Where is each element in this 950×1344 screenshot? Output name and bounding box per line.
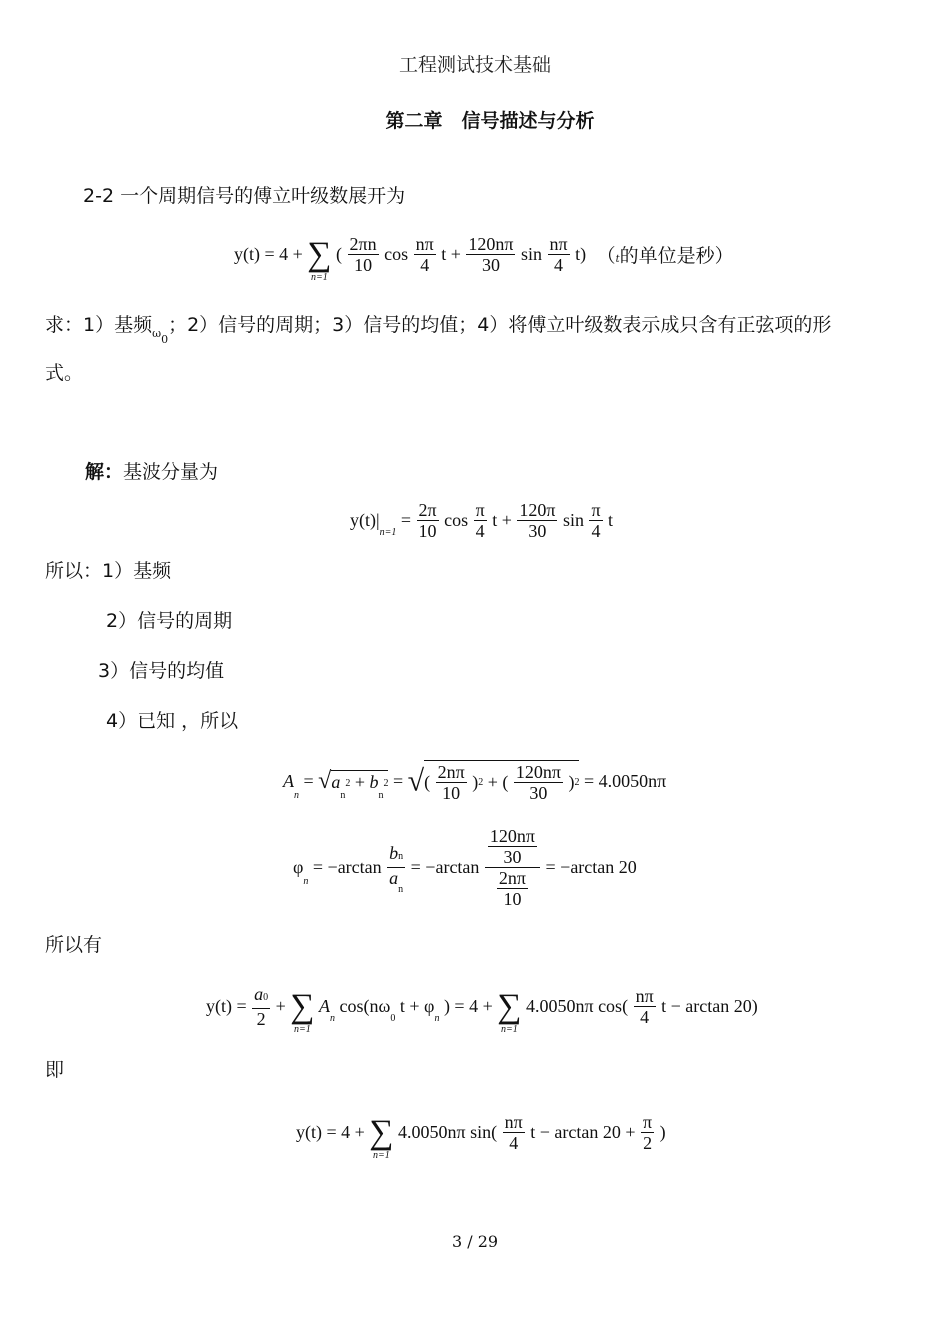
f1-frac3-num: 120nπ — [468, 234, 514, 254]
f1-frac1-den: 10 — [354, 255, 373, 275]
page-header: 工程测试技术基础 — [398, 54, 551, 76]
problem-statement — [83, 181, 405, 208]
f1-close: t) — [575, 244, 587, 264]
answer-3: 3）信号的均值 — [98, 660, 225, 682]
f1-frac1-num: 2πn — [349, 234, 377, 254]
question-line-2: 式。 — [45, 362, 84, 384]
formula-fourier-series — [234, 232, 734, 292]
formula-sine-form: y(t) = 4 + ∑ n=1 4.0050nπ sin( $\frac{n\pi}{4}$ t − arctan 20 + $\frac{\pi}{2}$ ) — [296, 1112, 666, 1161]
f1-frac2-num: nπ — [415, 234, 434, 254]
f1-sin: sin — [520, 244, 542, 264]
formula-amplitude: $A_n = √a_n2 + b_n2$ = √( $\frac{2n\pi}{10}$ )2 + ( $\frac{120n\pi}{30}$ )2 = 4.0050nπ — [283, 762, 667, 803]
chapter-title: 第二章 信号描述与分析 — [385, 110, 595, 132]
f1-t-plus: t + — [441, 244, 461, 264]
f1-frac3-den: 30 — [481, 255, 500, 275]
f1-cos: cos — [384, 244, 409, 264]
page-number: 3 / 29 — [451, 1232, 499, 1251]
f1-frac4-num: nπ — [549, 234, 568, 254]
unit-note: （t的单位是秒） — [596, 245, 734, 267]
solution-intro: 解：基波分量为 — [85, 461, 219, 483]
problem-text: 一个周期信号的傅立叶级数展开为 — [120, 185, 406, 207]
formula-fundamental: $y(t)|_{n=1}$ = $\frac{2\pi}{10}$ cos $\frac{\pi}{4}$ t + $\frac{120\pi}{30}$ sin $\frac{\pi}{4}$ t — [350, 500, 614, 541]
f1-frac4-den: 4 — [554, 255, 564, 275]
f1-lhs: y(t) = 4 + — [234, 244, 303, 264]
problem-label: 2-2 — [83, 185, 115, 207]
answer-4: 4）已知 ，所以 — [106, 710, 239, 732]
f1-sigma: ∑ — [307, 236, 332, 273]
answer-1: 所以：1）基频 — [45, 560, 172, 582]
so-have-label: 所以有 — [45, 934, 103, 956]
question-line-1: 求：1）基频$_{\omega 0}$；2）信号的周期；3）信号的均值；4）将傅立叶级数表示成只含有正弦项的形 — [45, 314, 832, 346]
f1-sigma-sub: n=1 — [311, 272, 328, 283]
formula-phase: $\varphi_n = -\arctan$ $\frac{bn}{a_n}$ = −arctan $\frac{\frac{120n\pi}{30}}{\frac{2n\pi}{10}}$ = −arctan 20 — [293, 826, 637, 909]
ie-label: 即 — [45, 1059, 65, 1081]
solution-label: 解： — [85, 461, 124, 483]
f1-open: ( — [336, 244, 343, 264]
f1-frac2-den: 4 — [420, 255, 430, 275]
formula-cosine-form: y(t) = $\frac{a0}{2}$ + ∑ n=1 $A_n$ $\cos(n\omega_0$ $t + \varphi_n$ ) = 4 + ∑ n=1 4.0050nπ cos( $\frac{n\pi}{4}$ t − arctan 20) — [206, 984, 758, 1035]
answer-2: 2）信号的周期 — [106, 610, 233, 632]
